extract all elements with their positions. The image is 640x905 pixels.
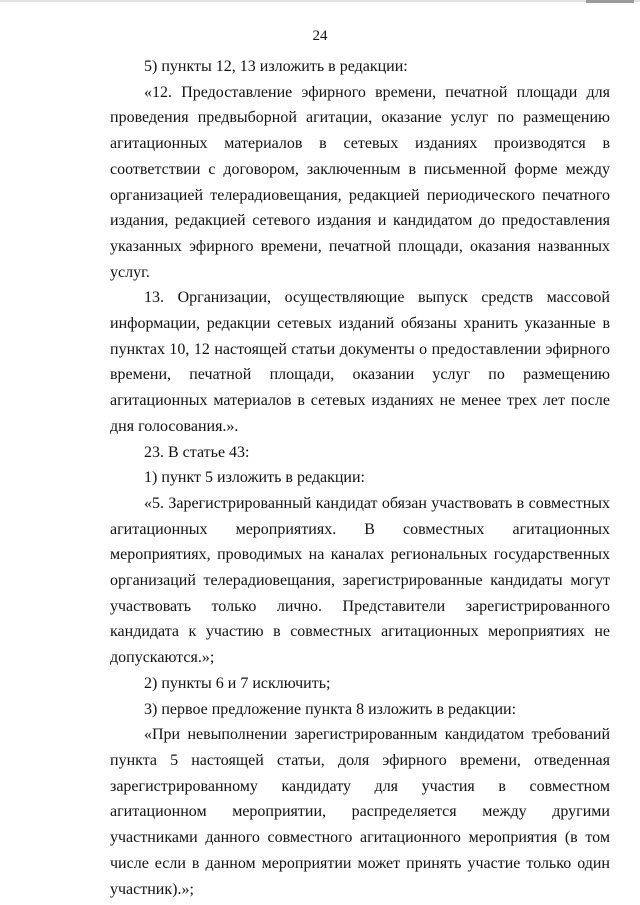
paragraph-subitem-1: 1) пункт 5 изложить в редакции: bbox=[144, 469, 365, 487]
paragraph-clause-5: «5. Зарегистрированный кандидат обязан участвовать в совместных агитационных мероприятиях. В совместных агитационных мероприятиях, проводимых на каналах региональных государственных организаций телерадиовещания, зарегистрированные кандидаты могут участвовать только лично. Представители зарегистрированного кандидата к участию в совместных агитационных мероприятиях не допускаются.»; bbox=[110, 494, 610, 667]
paragraph-clause-13: 13. Организации, осуществляющие выпуск средств массовой информации, редакции сетевых изданий обязаны хранить указанные в пунктах 10, 12 настоящей статьи документы о предоставлении эфирного времени, печатной площади, оказании услуг по размещению агитационных материалов в сетевых изданиях не менее трех лет после дня голосования.». bbox=[110, 289, 610, 435]
top-edge-rule bbox=[0, 0, 640, 2]
paragraph-item-23: 23. В статье 43: bbox=[144, 443, 250, 461]
paragraph-item-5: 5) пункты 12, 13 изложить в редакции: bbox=[144, 58, 408, 75]
paragraph-subitem-2: 2) пункты 6 и 7 исключить; bbox=[144, 674, 331, 692]
page-number: 24 bbox=[312, 28, 328, 44]
paragraph-clause-12: «12. Предоставление эфирного времени, печатной площади для проведения предвыборной агитации, оказание услуг по размещению агитационных материалов в сетевых изданиях производятся в соответствии с договором, заключенным в письменной форме между организацией телерадиовещания, редакцией периодического печатного издания, редакцией сетевого издания и кандидатом до предоставления указанных эфирного времени, печатной площади, оказания названных услуг. bbox=[110, 83, 610, 281]
top-edge-mark bbox=[586, 0, 634, 3]
document-body bbox=[110, 54, 610, 902]
paragraph-subitem-3: 3) первое предложение пункта 8 изложить в редакции: bbox=[144, 700, 517, 718]
paragraph-clause-8: «При невыполнении зарегистрированным кандидатом требований пункта 5 настоящей статьи, доля эфирного времени, отведенная зарегистрированному кандидату для участия в совместном агитационном мероприятии, распределяется между другими участниками данного совместного агитационного мероприятия (в том числе если в данном мероприятии может принять участие только один участник).»; bbox=[110, 726, 610, 898]
